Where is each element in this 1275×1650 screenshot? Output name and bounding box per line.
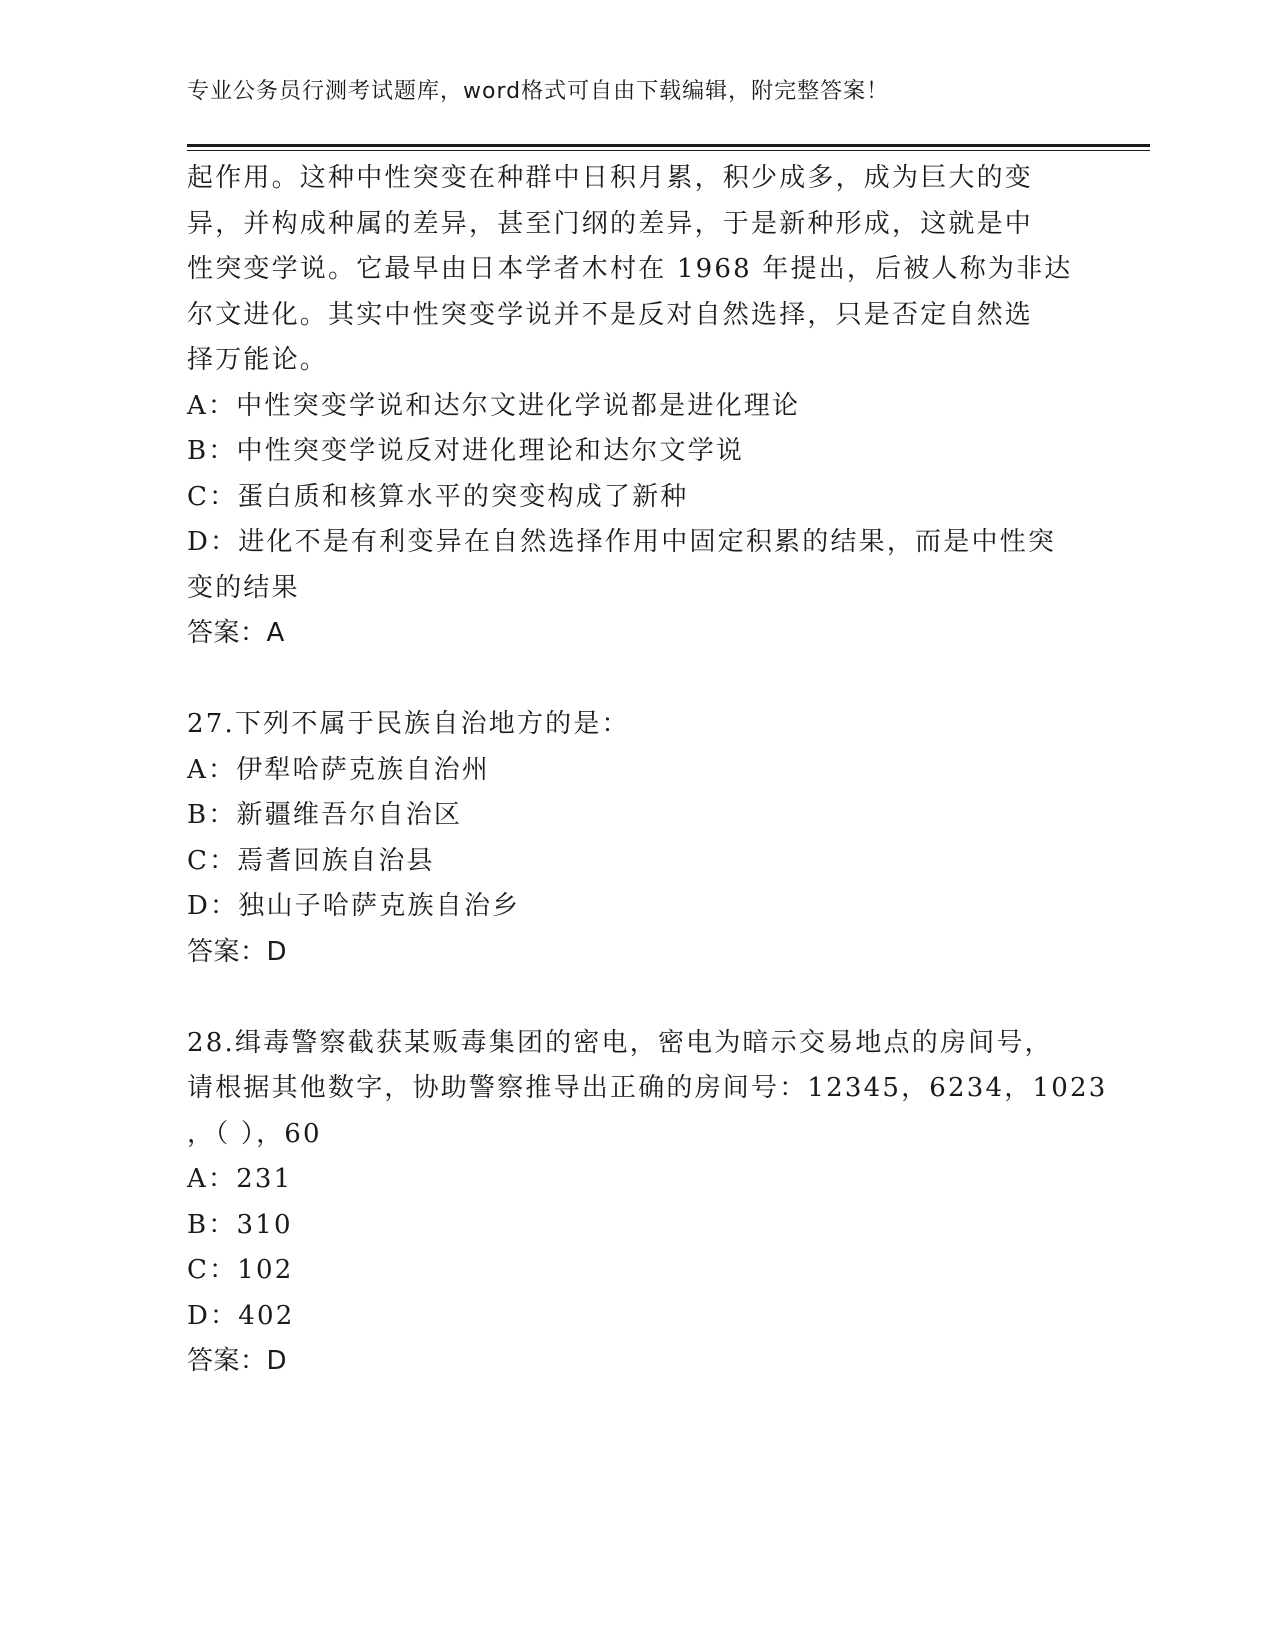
question-text: 28.缉毒警察截获某贩毒集团的密电，密电为暗示交易地点的房间号，	[187, 1027, 1053, 1058]
question-text: ，（ ），60	[187, 1118, 322, 1149]
document-body	[187, 156, 1108, 1385]
passage-line: 性突变学说。它最早由日本学者木村在 1968 年提出，后被人称为非达	[187, 254, 1073, 284]
spacer	[187, 657, 1087, 703]
question-text: 请根据其他数字，协助警察推导出正确的房间号：12345，6234，1023	[187, 1073, 1108, 1103]
option-a: A：伊犁哈萨克族自治州	[187, 754, 490, 785]
spacer	[187, 975, 1087, 1021]
option-c: C：焉耆回族自治县	[187, 845, 435, 876]
answer-26: 答案：A	[187, 618, 285, 648]
header-rule-thin	[187, 150, 1150, 151]
question-26	[187, 156, 1087, 657]
passage-line: 择万能论。	[187, 345, 329, 375]
option-d-continued: 变的结果	[187, 572, 300, 603]
option-b: B：新疆维吾尔自治区	[187, 800, 463, 830]
page-header: 专业公务员行测考试题库，word格式可自由下载编辑，附完整答案！	[187, 79, 890, 104]
question-27	[187, 702, 1087, 975]
option-d: D：402	[187, 1300, 295, 1331]
header-rule-thick	[187, 144, 1150, 147]
option-a: A：中性突变学说和达尔文进化学说都是进化理论	[187, 390, 801, 421]
question-text: 27.下列不属于民族自治地方的是：	[187, 709, 630, 739]
answer-27: 答案：D	[187, 936, 288, 967]
option-c: C：蛋白质和核算水平的突变构成了新种	[187, 481, 689, 512]
passage-line: 起作用。这种中性突变在种群中日积月累，积少成多，成为巨大的变	[187, 163, 1034, 193]
answer-28: 答案：D	[187, 1346, 288, 1376]
option-b: B：310	[187, 1209, 293, 1240]
passage-line: 异，并构成种属的差异，甚至门纲的差异，于是新种形成，这就是中	[187, 208, 1034, 239]
option-c: C：102	[187, 1255, 294, 1285]
option-a: A：231	[187, 1164, 293, 1194]
passage-line: 尔文进化。其实中性突变学说并不是反对自然选择，只是否定自然选	[187, 299, 1034, 330]
option-d: D：独山子哈萨克族自治乡	[187, 891, 521, 921]
option-b: B：中性突变学说反对进化理论和达尔文学说	[187, 436, 745, 466]
question-28	[187, 1021, 1108, 1385]
option-d: D：进化不是有利变异在自然选择作用中固定积累的结果，而是中性突	[187, 527, 1057, 557]
